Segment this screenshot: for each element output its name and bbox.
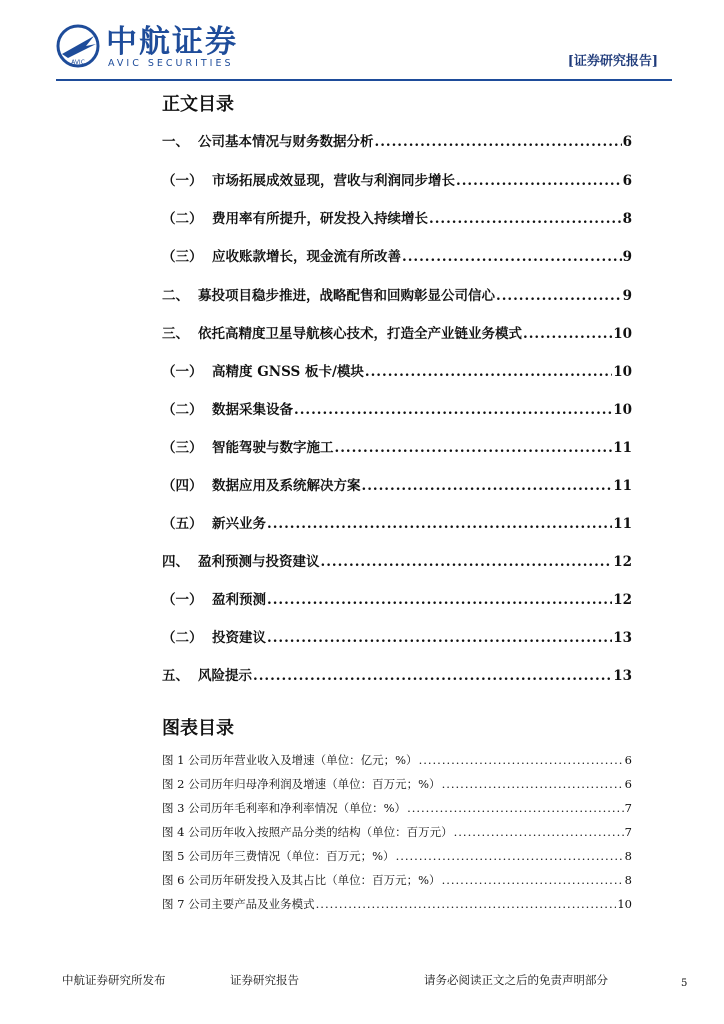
figure-page-number: 7 (624, 825, 632, 839)
figure-entry[interactable]: 图 1 公司历年营业收入及增速（单位：亿元；%） ..... 6 (162, 752, 632, 768)
figure-page-number: 7 (624, 801, 632, 815)
dot-leader (442, 873, 624, 887)
dot-leader (267, 592, 612, 608)
toc-entry[interactable]: （一） 盈利预测 ..... 12 (162, 588, 632, 608)
company-logo (56, 22, 256, 72)
toc-entry[interactable]: 三、 依托高精度卫星导航核心技术，打造全产业链业务模式 ..... 10 (162, 322, 632, 342)
toc-page-number: 13 (613, 630, 632, 646)
dot-leader (294, 402, 612, 418)
toc-page-number: 11 (613, 516, 632, 532)
toc-page-number: 12 (613, 592, 632, 608)
dot-leader (321, 554, 613, 570)
figure-page-number: 8 (624, 849, 632, 863)
footer-disclaimer: 请务必阅读正文之后的免责声明部分 (424, 973, 608, 987)
toc-page-number: 9 (622, 249, 632, 265)
toc-page-number: 10 (613, 402, 632, 418)
dot-leader (454, 825, 624, 839)
logo-chinese-name: 中航证券 (106, 24, 238, 60)
toc-page-number: 9 (622, 288, 632, 304)
dot-leader (267, 630, 612, 646)
toc-entry[interactable]: （三） 智能驾驶与数字施工 ..... 11 (162, 436, 632, 456)
dot-leader (419, 753, 624, 767)
toc-entry[interactable]: （一） 高精度 GNSS 板卡/模块 ..... 10 (162, 360, 632, 380)
toc-title: 正文目录 (162, 94, 234, 115)
toc-page-number: 6 (622, 173, 632, 189)
figure-entry[interactable]: 图 5 公司历年三费情况（单位：百万元；%） ..... 8 (162, 848, 632, 864)
toc-page-number: 11 (613, 478, 632, 494)
dot-leader (456, 173, 622, 189)
toc-entry[interactable]: （一） 市场拓展成效显现，营收与利润同步增长 ..... 6 (162, 169, 632, 189)
dot-leader (365, 364, 612, 380)
dot-leader (362, 478, 613, 494)
dot-leader (496, 288, 622, 304)
toc-entry[interactable]: （三） 应收账款增长，现金流有所改善 ..... 9 (162, 245, 632, 265)
toc-entry[interactable]: （五） 新兴业务 ..... 11 (162, 512, 632, 532)
toc-entry[interactable]: （二） 数据采集设备 ..... 10 (162, 398, 632, 418)
figure-entry[interactable]: 图 3 公司历年毛利率和净利率情况（单位：%） ..... 7 (162, 800, 632, 816)
dot-leader (316, 897, 617, 911)
figures-title: 图表目录 (162, 718, 234, 739)
toc-entry[interactable]: 二、 募投项目稳步推进，战略配售和回购彰显公司信心 ..... 9 (162, 284, 632, 304)
toc-page-number: 11 (613, 440, 632, 456)
toc-entry[interactable]: （四） 数据应用及系统解决方案 ..... 11 (162, 474, 632, 494)
toc-page-number: 10 (613, 326, 632, 342)
toc-page-number: 12 (613, 554, 632, 570)
toc-entry[interactable]: 四、 盈利预测与投资建议 ..... 12 (162, 550, 632, 570)
toc-entry[interactable]: 一、 公司基本情况与财务数据分析 ..... 6 (162, 130, 632, 150)
header-divider (56, 79, 672, 81)
figure-entry[interactable]: 图 4 公司历年收入按照产品分类的结构（单位：百万元） ..... 7 (162, 824, 632, 840)
figure-page-number: 6 (624, 753, 632, 767)
toc-entry[interactable]: （二） 投资建议 ..... 13 (162, 626, 632, 646)
figure-entry[interactable]: 图 2 公司历年归母净利润及增速（单位：百万元；%） ..... 6 (162, 776, 632, 792)
dot-leader (375, 134, 622, 150)
dot-leader (335, 440, 613, 456)
toc-entry[interactable]: 五、 风险提示 ..... 13 (162, 664, 632, 684)
footer-doc-type: 证券研究报告 (230, 973, 299, 987)
dot-leader (253, 668, 612, 684)
dot-leader (267, 516, 612, 532)
figure-page-number: 10 (617, 897, 632, 911)
toc-entry[interactable]: （二） 费用率有所提升，研发投入持续增长 ..... 8 (162, 207, 632, 227)
dot-leader (407, 801, 624, 815)
dot-leader (429, 211, 622, 227)
report-type-tag: [证券研究报告] (567, 54, 658, 69)
page-number: 5 (681, 978, 688, 989)
figure-entry[interactable]: 图 6 公司历年研发投入及其占比（单位：百万元；%） ..... 8 (162, 872, 632, 888)
logo-mark-text: AVIC (71, 59, 85, 66)
figure-page-number: 8 (624, 873, 632, 887)
dot-leader (442, 777, 624, 791)
dot-leader (402, 249, 622, 265)
dot-leader (523, 326, 612, 342)
footer-publisher: 中航证券研究所发布 (62, 973, 166, 987)
toc-page-number: 10 (613, 364, 632, 380)
toc-page-number: 8 (622, 211, 632, 227)
dot-leader (396, 849, 624, 863)
figure-page-number: 6 (624, 777, 632, 791)
toc-page-number: 13 (613, 668, 632, 684)
avic-logo-icon (56, 24, 100, 68)
toc-page-number: 6 (622, 134, 632, 150)
logo-english-name: AVIC SECURITIES (108, 58, 234, 69)
figure-entry[interactable]: 图 7 公司主要产品及业务模式 ..... 10 (162, 896, 632, 912)
